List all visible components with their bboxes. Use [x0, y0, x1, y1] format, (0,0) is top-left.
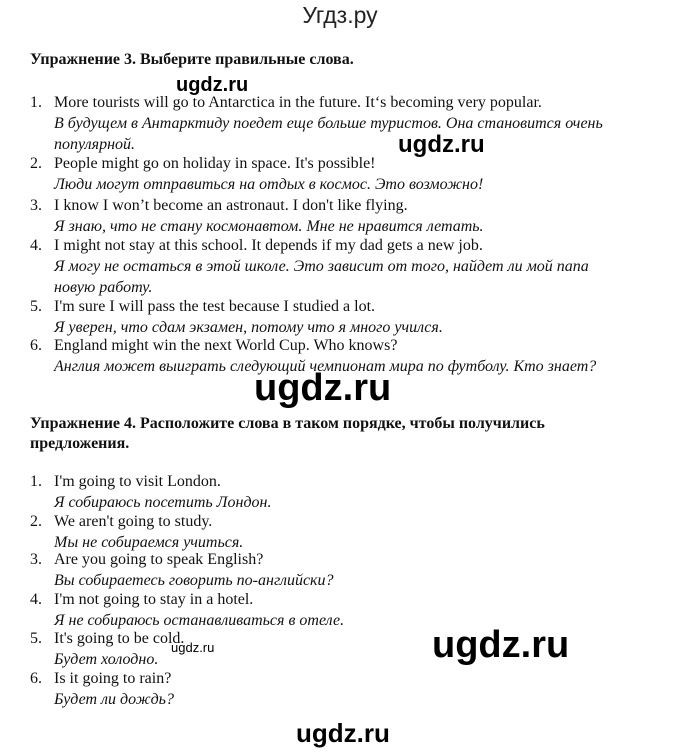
item-number: 1.: [30, 473, 42, 490]
russian-translation: Англия может выиграть следующий чемпионат мира по футболу. Кто знает?: [54, 358, 597, 375]
russian-translation: Я знаю, что не стану космонавтом. Мне не нравится летать.: [54, 218, 484, 235]
item-number: 3.: [30, 551, 42, 568]
english-sentence: England might win the next World Cup. Who knows?: [54, 337, 398, 354]
item-number: 3.: [30, 197, 42, 214]
russian-translation: Будет холодно.: [54, 651, 159, 668]
english-sentence: It's going to be cold.: [54, 630, 185, 647]
english-sentence: People might go on holiday in space. It's possible!: [54, 155, 376, 172]
english-sentence: Is it going to rain?: [54, 670, 172, 687]
exercise-4-heading: Упражнение 4. Расположите слова в таком порядке, чтобы получились предложения.: [30, 415, 545, 452]
watermark: ugdz.ru: [254, 367, 392, 409]
watermark: ugdz.ru: [432, 624, 570, 666]
item-number: 5.: [30, 298, 42, 315]
watermark: ugdz.ru: [171, 640, 215, 655]
item-number: 6.: [30, 670, 42, 687]
english-sentence: I'm going to visit London.: [54, 473, 221, 490]
russian-translation: Я уверен, что сдам экзамен, потому что я много учился.: [54, 319, 443, 336]
item-number: 4.: [30, 591, 42, 608]
english-sentence: I'm sure I will pass the test because I studied a lot.: [54, 298, 376, 315]
english-sentence: More tourists will go to Antarctica in the future. It‘s becoming very popular.: [54, 94, 542, 111]
item-number: 5.: [30, 630, 42, 647]
russian-translation: Мы не собираемся учиться.: [54, 534, 244, 551]
item-number: 4.: [30, 237, 42, 254]
english-sentence: We aren't going to study.: [54, 513, 213, 530]
exercise-3-item-1: [30, 92, 610, 155]
item-number: 6.: [30, 337, 42, 354]
russian-translation: Я не собираюсь останавливаться в отеле.: [54, 612, 345, 629]
item-number: 1.: [30, 94, 42, 111]
exercise-3-item-5: [30, 296, 610, 338]
watermark: ugdz.ru: [398, 131, 485, 158]
english-sentence: I might not stay at this school. It depends if my dad gets a new job.: [54, 237, 483, 254]
russian-translation: Вы собираетесь говорить по-английски?: [54, 572, 334, 589]
item-number: 2.: [30, 513, 42, 530]
watermark: ugdz.ru: [296, 718, 390, 748]
exercise-3-item-4: [30, 235, 610, 298]
exercise-3-item-2: [30, 153, 610, 195]
english-sentence: Are you going to speak English?: [54, 551, 264, 568]
english-sentence: I'm not going to stay in a hotel.: [54, 591, 254, 608]
russian-translation: Люди могут отправиться на отдых в космос. Это возможно!: [54, 176, 484, 193]
russian-translation: В будущем в Антарктиду поедет еще больше туристов. Она становится очень популярной.: [54, 115, 603, 153]
english-sentence: I know I won’t become an astronaut. I don't like flying.: [54, 197, 408, 214]
exercise-4-item-6: [30, 668, 610, 710]
russian-translation: Я собираюсь посетить Лондон.: [54, 494, 272, 511]
site-title: Угдз.ру: [302, 2, 378, 28]
russian-translation: Будет ли дождь?: [54, 691, 174, 708]
russian-translation: Я могу не остаться в этой школе. Это зависит от того, найдет ли мой папа новую работу.: [54, 258, 589, 296]
item-number: 2.: [30, 155, 42, 172]
watermark: ugdz.ru: [176, 74, 249, 96]
exercise-4-item-1: [30, 471, 610, 513]
exercise-3-heading: Упражнение 3. Выберите правильные слова.: [30, 51, 354, 68]
exercise-4-item-2: [30, 511, 610, 553]
exercise-4-item-3: [30, 549, 610, 591]
exercise-3-item-3: [30, 195, 610, 237]
